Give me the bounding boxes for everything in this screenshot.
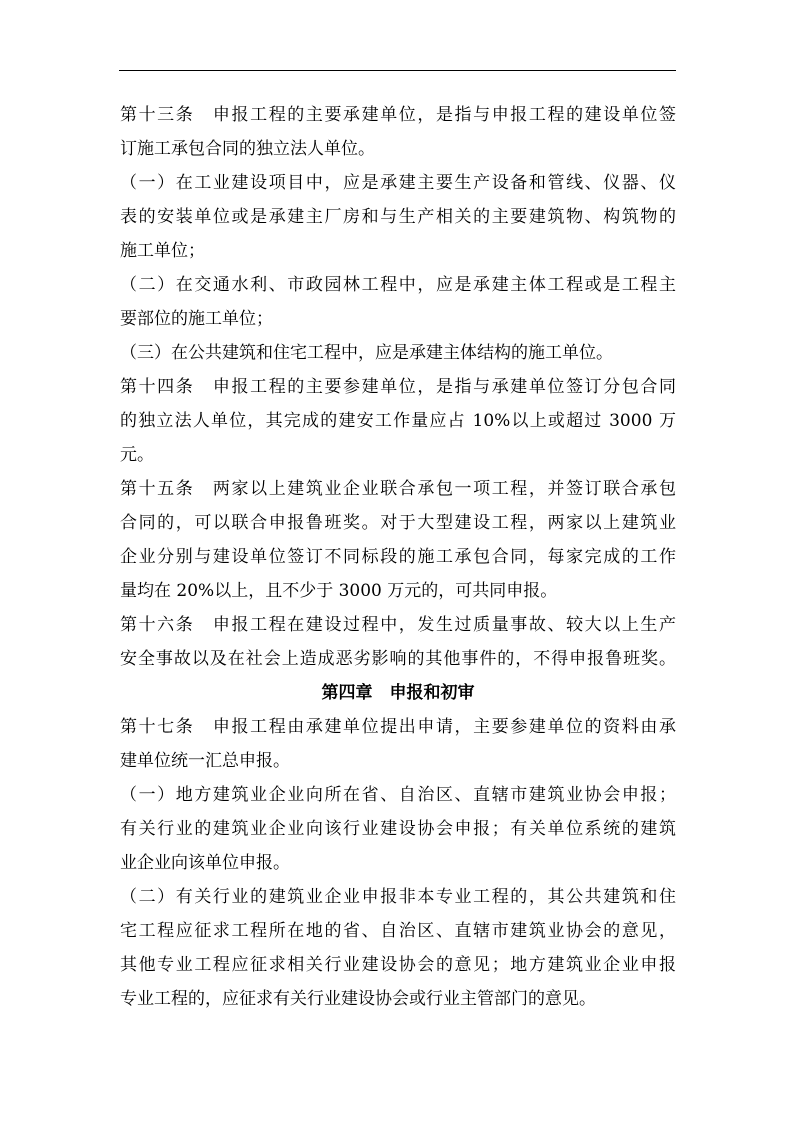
- chapter-heading: 第四章 申报和初审: [321, 683, 475, 703]
- text-line: 其他专业工程应征求相关行业建设协会的意见；地方建筑业企业申报: [120, 955, 676, 975]
- text-line: 第十四条 申报工程的主要参建单位，是指与承建单位签订分包合同: [120, 377, 676, 397]
- text-line: 要部位的施工单位；: [120, 309, 273, 329]
- text-line: （三）在公共建筑和住宅工程中，应是承建主体结构的施工单位。: [120, 343, 613, 363]
- text-line: 的独立法人单位，其完成的建安工作量应占 10%以上或超过 3000 万: [120, 411, 676, 431]
- text-line: 宅工程应征求工程所在地的省、自治区、直辖市建筑业协会的意见，: [120, 921, 676, 941]
- text-line: （二）有关行业的建筑业企业申报非本专业工程的，其公共建筑和住: [120, 887, 676, 907]
- text-line: （一）地方建筑业企业向所在省、自治区、直辖市建筑业协会申报；: [120, 785, 676, 805]
- document-body: [120, 98, 676, 1016]
- text-line: 合同的，可以联合申报鲁班奖。对于大型建设工程，两家以上建筑业: [120, 513, 676, 533]
- text-line: （二）在交通水利、市政园林工程中，应是承建主体工程或是工程主: [120, 275, 676, 295]
- text-line: 施工单位；: [120, 241, 205, 261]
- header-rule: [119, 70, 676, 71]
- text-line: 第十三条 申报工程的主要承建单位，是指与申报工程的建设单位签: [120, 105, 676, 125]
- text-line: 安全事故以及在社会上造成恶劣影响的其他事件的，不得申报鲁班奖。: [120, 649, 676, 669]
- text-line: 业企业向该单位申报。: [120, 853, 290, 873]
- text-line: （一）在工业建设项目中，应是承建主要生产设备和管线、仪器、仪: [120, 173, 676, 193]
- text-line: 订施工承包合同的独立法人单位。: [120, 139, 375, 159]
- text-line: 量均在 20%以上，且不少于 3000 万元的，可共同申报。: [120, 581, 558, 601]
- text-line: 第十六条 申报工程在建设过程中，发生过质量事故、较大以上生产: [120, 615, 676, 635]
- text-line: 表的安装单位或是承建主厂房和与生产相关的主要建筑物、构筑物的: [120, 207, 676, 227]
- text-line: 企业分别与建设单位签订不同标段的施工承包合同，每家完成的工作: [120, 547, 676, 567]
- text-line: 建单位统一汇总申报。: [120, 751, 290, 771]
- text-line: 第十五条 两家以上建筑业企业联合承包一项工程，并签订联合承包: [120, 479, 676, 499]
- text-line: 专业工程的，应征求有关行业建设协会或行业主管部门的意见。: [120, 989, 596, 1009]
- text-line: 元。: [120, 445, 154, 465]
- text-line: 有关行业的建筑业企业向该行业建设协会申报；有关单位系统的建筑: [120, 819, 676, 839]
- text-line: 第十七条 申报工程由承建单位提出申请，主要参建单位的资料由承: [120, 717, 676, 737]
